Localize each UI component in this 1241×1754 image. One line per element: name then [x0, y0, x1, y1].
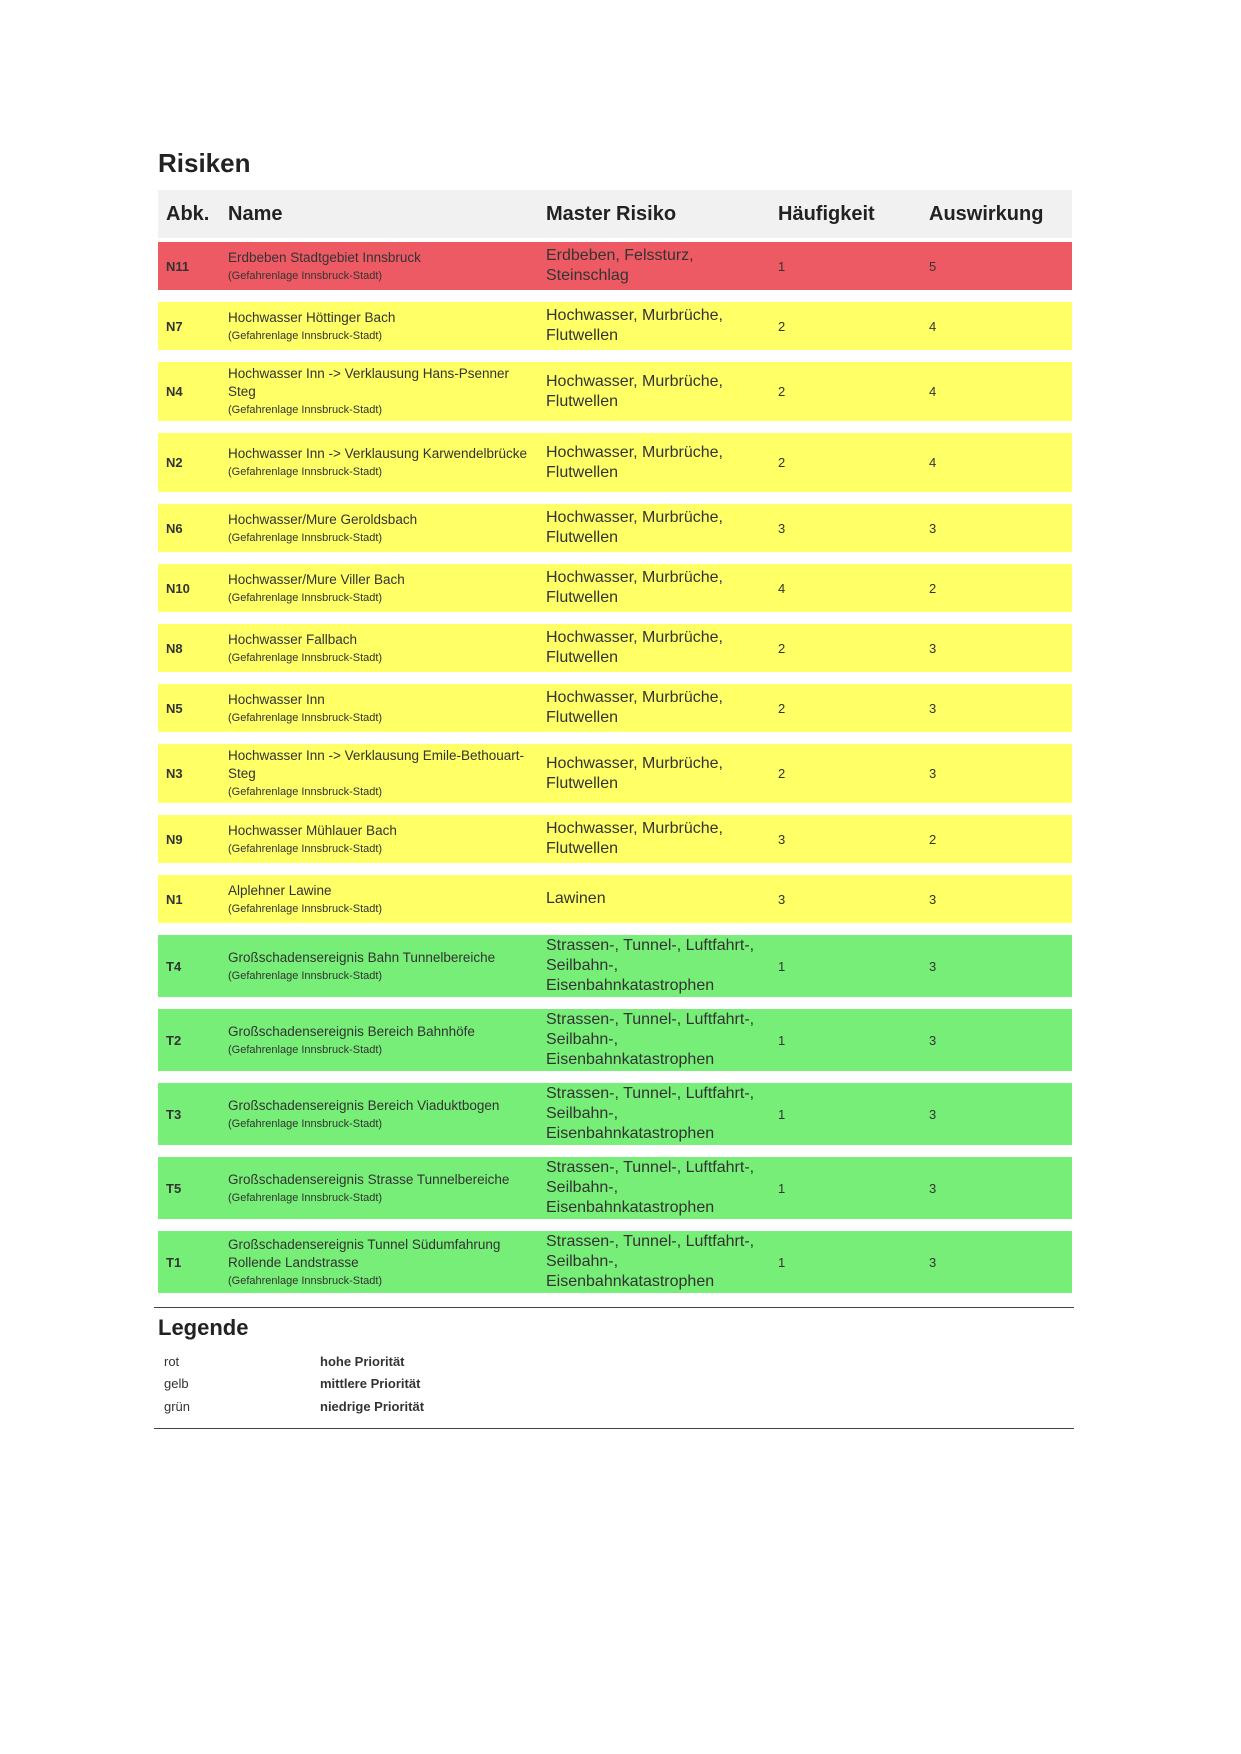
- risk-table: [158, 190, 1072, 1305]
- cell-master-risiko: Hochwasser, Murbrüche, Flutwellen: [546, 372, 723, 410]
- cell-haeufigkeit: 1: [778, 958, 786, 974]
- legend-value: hohe Priorität: [320, 1354, 405, 1369]
- cell-haeufigkeit: 3: [778, 520, 786, 536]
- legend-value: mittlere Priorität: [320, 1376, 421, 1391]
- table-row: [158, 433, 1072, 504]
- risk-name: Großschadensereignis Bereich Bahnhöfe: [228, 1023, 475, 1039]
- cell-name: [226, 631, 540, 666]
- table-header: [158, 190, 1072, 238]
- legend-value: niedrige Priorität: [320, 1399, 425, 1414]
- table-row: [158, 302, 1072, 362]
- cell-name: [226, 1236, 540, 1289]
- header-auswirkung: Auswirkung: [929, 202, 1044, 225]
- table-row: [158, 935, 1072, 1009]
- risk-location: (Gefahrenlage Innsbruck-Stadt): [228, 466, 383, 478]
- cell-haeufigkeit: 2: [778, 766, 786, 781]
- cell-master-risiko: Hochwasser, Murbrüche, Flutwellen: [546, 754, 723, 792]
- risk-location: (Gefahrenlage Innsbruck-Stadt): [228, 531, 383, 544]
- cell-abk: T3: [166, 1106, 182, 1122]
- cell-name: [226, 571, 540, 606]
- cell-haeufigkeit: 4: [778, 580, 786, 596]
- risk-location: (Gefahrenlage Innsbruck-Stadt): [228, 1191, 383, 1204]
- cell-abk: N6: [166, 520, 183, 536]
- risk-location: (Gefahrenlage Innsbruck-Stadt): [228, 1274, 383, 1287]
- cell-name: [226, 882, 540, 917]
- cell-master-risiko: Strassen-, Tunnel-, Luftfahrt-, Seilbahn-, Eisenbahnkatastrophen: [546, 1159, 755, 1216]
- header-haeufigkeit: Häufigkeit: [778, 202, 875, 225]
- cell-auswirkung: 2: [929, 831, 937, 847]
- cell-name: [226, 445, 540, 480]
- cell-abk: T2: [166, 1032, 182, 1048]
- risk-name: Hochwasser Fallbach: [228, 631, 358, 647]
- risk-name: Hochwasser Inn -> Verklausung Hans-Psenner Steg: [228, 366, 510, 399]
- cell-haeufigkeit: 1: [778, 1032, 786, 1048]
- risk-location: (Gefahrenlage Innsbruck-Stadt): [228, 1117, 383, 1130]
- cell-haeufigkeit: 1: [778, 1106, 786, 1122]
- risk-location: (Gefahrenlage Innsbruck-Stadt): [228, 711, 383, 724]
- cell-abk: T1: [166, 1254, 182, 1270]
- legend-top-rule: [154, 1307, 1074, 1308]
- risk-location: (Gefahrenlage Innsbruck-Stadt): [228, 404, 383, 416]
- cell-auswirkung: 3: [929, 1032, 937, 1048]
- cell-abk: N3: [166, 766, 183, 781]
- risk-name: Großschadensereignis Bahn Tunnelbereiche: [228, 949, 496, 965]
- cell-abk: N4: [166, 384, 183, 399]
- cell-auswirkung: 3: [929, 891, 937, 907]
- risk-location: (Gefahrenlage Innsbruck-Stadt): [228, 1043, 383, 1056]
- cell-auswirkung: 3: [929, 520, 937, 536]
- cell-auswirkung: 3: [929, 766, 937, 781]
- cell-auswirkung: 3: [929, 640, 937, 656]
- table-row: [158, 1083, 1072, 1157]
- risk-location: (Gefahrenlage Innsbruck-Stadt): [228, 969, 383, 982]
- cell-name: [226, 949, 540, 984]
- risk-location: (Gefahrenlage Innsbruck-Stadt): [228, 842, 383, 855]
- cell-abk: N10: [166, 580, 190, 596]
- cell-auswirkung: 4: [929, 318, 937, 334]
- cell-abk: N11: [166, 258, 190, 274]
- cell-haeufigkeit: 1: [778, 1254, 786, 1270]
- cell-master-risiko: Hochwasser, Murbrüche, Flutwellen: [546, 629, 723, 666]
- risk-name: Erdbeben Stadtgebiet Innsbruck: [228, 249, 421, 265]
- table-row: [158, 875, 1072, 935]
- cell-master-risiko: Strassen-, Tunnel-, Luftfahrt-, Seilbahn-, Eisenbahnkatastrophen: [546, 937, 755, 994]
- cell-haeufigkeit: 2: [778, 700, 786, 716]
- header-name: Name: [228, 202, 283, 225]
- table-row: [158, 504, 1072, 564]
- cell-abk: N1: [166, 891, 183, 907]
- header-master-risiko: Master Risiko: [546, 202, 677, 225]
- risk-name: Hochwasser/Mure Viller Bach: [228, 571, 405, 587]
- cell-master-risiko: Lawinen: [546, 890, 606, 907]
- risk-name: Hochwasser Mühlauer Bach: [228, 822, 397, 838]
- table-row: [158, 624, 1072, 684]
- risk-location: (Gefahrenlage Innsbruck-Stadt): [228, 902, 383, 915]
- cell-name: [226, 309, 540, 344]
- cell-master-risiko: Hochwasser, Murbrüche, Flutwellen: [546, 569, 723, 606]
- risk-location: (Gefahrenlage Innsbruck-Stadt): [228, 269, 383, 282]
- risk-name: Hochwasser Inn: [228, 691, 325, 707]
- risk-location: (Gefahrenlage Innsbruck-Stadt): [228, 651, 383, 664]
- table-row: [158, 744, 1072, 815]
- cell-abk: N5: [166, 700, 183, 716]
- cell-auswirkung: 2: [929, 580, 937, 596]
- table-row: [158, 362, 1072, 433]
- risk-name: Alplehner Lawine: [228, 882, 332, 898]
- cell-haeufigkeit: 2: [778, 455, 786, 470]
- risk-name: Großschadensereignis Tunnel Südumfahrung Rollende Landstrasse: [228, 1236, 501, 1270]
- table-row: [158, 1157, 1072, 1231]
- legend-key: gelb: [164, 1376, 189, 1391]
- cell-haeufigkeit: 3: [778, 831, 786, 847]
- cell-master-risiko: Erdbeben, Felssturz, Steinschlag: [546, 247, 694, 284]
- table-body: [158, 242, 1072, 1305]
- page-title: Risiken: [158, 148, 251, 178]
- cell-auswirkung: 3: [929, 958, 937, 974]
- cell-name: [226, 747, 540, 800]
- cell-haeufigkeit: 2: [778, 318, 786, 334]
- legend-title: Legende: [158, 1315, 249, 1340]
- legend-bottom-rule: [154, 1428, 1074, 1429]
- table-row: [158, 1009, 1072, 1083]
- cell-name: [226, 249, 540, 284]
- risk-name: Hochwasser/Mure Geroldsbach: [228, 511, 418, 527]
- cell-haeufigkeit: 2: [778, 384, 786, 399]
- cell-master-risiko: Hochwasser, Murbrüche, Flutwellen: [546, 443, 723, 481]
- cell-auswirkung: 3: [929, 1106, 937, 1122]
- table-row: [158, 684, 1072, 744]
- cell-master-risiko: Hochwasser, Murbrüche, Flutwellen: [546, 689, 723, 726]
- cell-name: [226, 822, 540, 857]
- legend-item: [164, 1376, 420, 1391]
- cell-name: [226, 691, 540, 726]
- legend-key: rot: [164, 1354, 180, 1369]
- cell-auswirkung: 4: [929, 455, 937, 470]
- legend-item: [164, 1354, 405, 1369]
- legend-key: grün: [164, 1399, 191, 1414]
- risk-name: Hochwasser Höttinger Bach: [228, 309, 396, 325]
- risk-location: (Gefahrenlage Innsbruck-Stadt): [228, 786, 383, 798]
- cell-master-risiko: Strassen-, Tunnel-, Luftfahrt-, Seilbahn-, Eisenbahnkatastrophen: [546, 1085, 755, 1142]
- cell-name: [226, 1023, 540, 1058]
- cell-haeufigkeit: 1: [778, 1180, 786, 1196]
- risk-location: (Gefahrenlage Innsbruck-Stadt): [228, 591, 383, 604]
- table-row: [158, 815, 1072, 875]
- cell-master-risiko: Hochwasser, Murbrüche, Flutwellen: [546, 509, 723, 546]
- risk-name: Hochwasser Inn -> Verklausung Karwendelbrücke: [228, 446, 528, 461]
- cell-name: [226, 1097, 540, 1132]
- cell-haeufigkeit: 2: [778, 640, 786, 656]
- cell-master-risiko: Hochwasser, Murbrüche, Flutwellen: [546, 820, 723, 857]
- cell-auswirkung: 3: [929, 700, 937, 716]
- cell-auswirkung: 5: [929, 258, 937, 274]
- cell-haeufigkeit: 3: [778, 891, 786, 907]
- cell-name: [226, 365, 540, 418]
- cell-haeufigkeit: 1: [778, 258, 786, 274]
- risk-name: Großschadensereignis Strasse Tunnelbereiche: [228, 1171, 510, 1187]
- cell-abk: T5: [166, 1180, 182, 1196]
- cell-master-risiko: Strassen-, Tunnel-, Luftfahrt-, Seilbahn-, Eisenbahnkatastrophen: [546, 1233, 755, 1290]
- table-row: [158, 1231, 1072, 1305]
- risk-name: Hochwasser Inn -> Verklausung Emile-Bethouart-Steg: [228, 748, 525, 781]
- cell-abk: N7: [166, 318, 183, 334]
- table-row: [158, 242, 1072, 302]
- legend-item: [164, 1399, 424, 1414]
- table-row: [158, 564, 1072, 624]
- cell-auswirkung: 4: [929, 384, 937, 399]
- cell-abk: N9: [166, 831, 183, 847]
- cell-abk: N8: [166, 640, 183, 656]
- risk-location: (Gefahrenlage Innsbruck-Stadt): [228, 329, 383, 342]
- header-abk: Abk.: [166, 202, 210, 225]
- cell-master-risiko: Hochwasser, Murbrüche, Flutwellen: [546, 307, 723, 344]
- cell-auswirkung: 3: [929, 1180, 937, 1196]
- cell-name: [226, 511, 540, 546]
- cell-abk: N2: [166, 455, 183, 470]
- risk-name: Großschadensereignis Bereich Viaduktbogen: [228, 1097, 500, 1113]
- cell-abk: T4: [166, 958, 182, 974]
- cell-auswirkung: 3: [929, 1254, 937, 1270]
- cell-name: [226, 1171, 540, 1206]
- cell-master-risiko: Strassen-, Tunnel-, Luftfahrt-, Seilbahn-, Eisenbahnkatastrophen: [546, 1011, 755, 1068]
